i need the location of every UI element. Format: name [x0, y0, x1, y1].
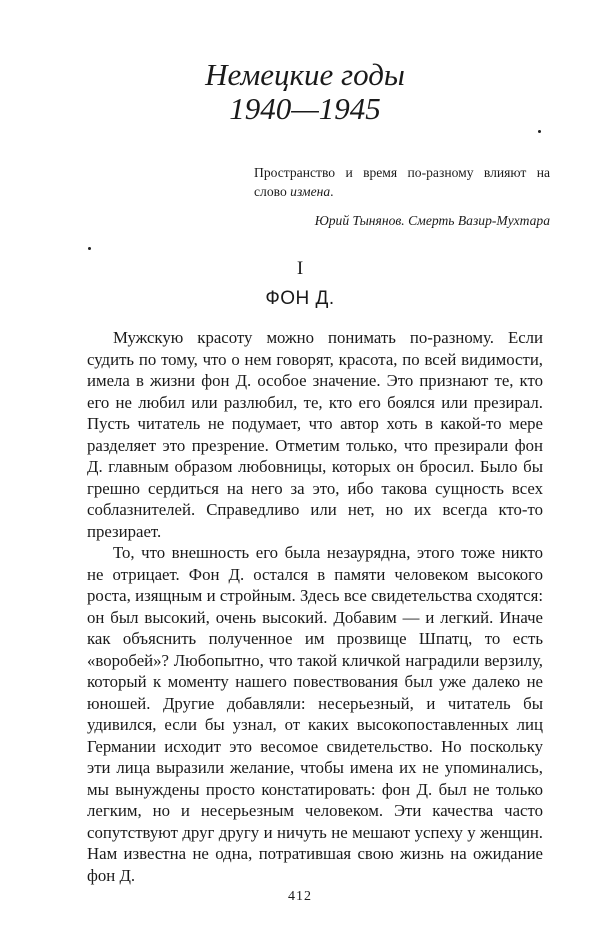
epigraph-text	[254, 163, 550, 201]
epigraph-source: Юрий Тынянов. Смерть Вазир-Мухтара	[314, 213, 550, 228]
epigraph-text-end: .	[330, 184, 334, 199]
paragraph: То, что внешность его была незаурядна, этого тоже никто не отрицает. Фон Д. остался в памяти человеком высокого роста, изящным и стройным. Здесь все свидетельства сходятся: он был высокий, очень высокий. Добавим — и легкий. Иначе как объяснить полученное им прозвище Шпатц, то есть «воробей»? Любопытно, что такой кличкой наградили верзилу, который к моменту нашего повествования был уже далеко не юношей. Другие добавляли: несерьезный, и читатель бы удивился, если бы узнал, от каких высокопоставленных лиц Германии исходит это весомое свидетельство. Но поскольку эти лица выразили желание, чтобы имена их не упоминались, мы вынуждены просто констатировать: фон Д. был не только легким, но и несерьезным человеком. Эти качества часто сопутствуют друг другу и ничуть не мешают успеху у женщин. Нам известна не одна, потратившая свою жизнь на ожидание фон Д.	[87, 543, 543, 885]
paragraph: Мужскую красоту можно понимать по-разному. Если судить по тому, что о нем говорят, красота, по всей видимости, имела в жизни фон Д. особое значение. Это признают те, кто его не любил или разлюбил, те, кто его боялся или презирал. Пусть читатель не подумает, что автор хоть в какой-то мере разделяет это презрение. Отметим только, что презирали фон Д. главным образом любовницы, которых он бросил. Было бы грешно сердиться на него за это, ибо такова сущность всех соблазнителей. Справедливо или нет, но их всегда кто-то презирает.	[87, 328, 543, 541]
title-line-2: 1940—1945	[229, 91, 381, 126]
chapter-title: ФОН Д.	[265, 288, 335, 309]
epigraph-emphasis: измена	[290, 184, 331, 199]
body-text	[87, 327, 543, 886]
part-title	[0, 58, 600, 126]
epigraph-text-part: Пространство и время по-разному влияют на слово	[254, 165, 550, 199]
epigraph	[254, 163, 550, 230]
print-speck	[88, 247, 91, 250]
print-speck	[538, 130, 541, 133]
chapter-number: I	[296, 258, 304, 279]
page-number: 412	[288, 889, 312, 904]
title-line-1: Немецкие годы	[205, 57, 405, 92]
